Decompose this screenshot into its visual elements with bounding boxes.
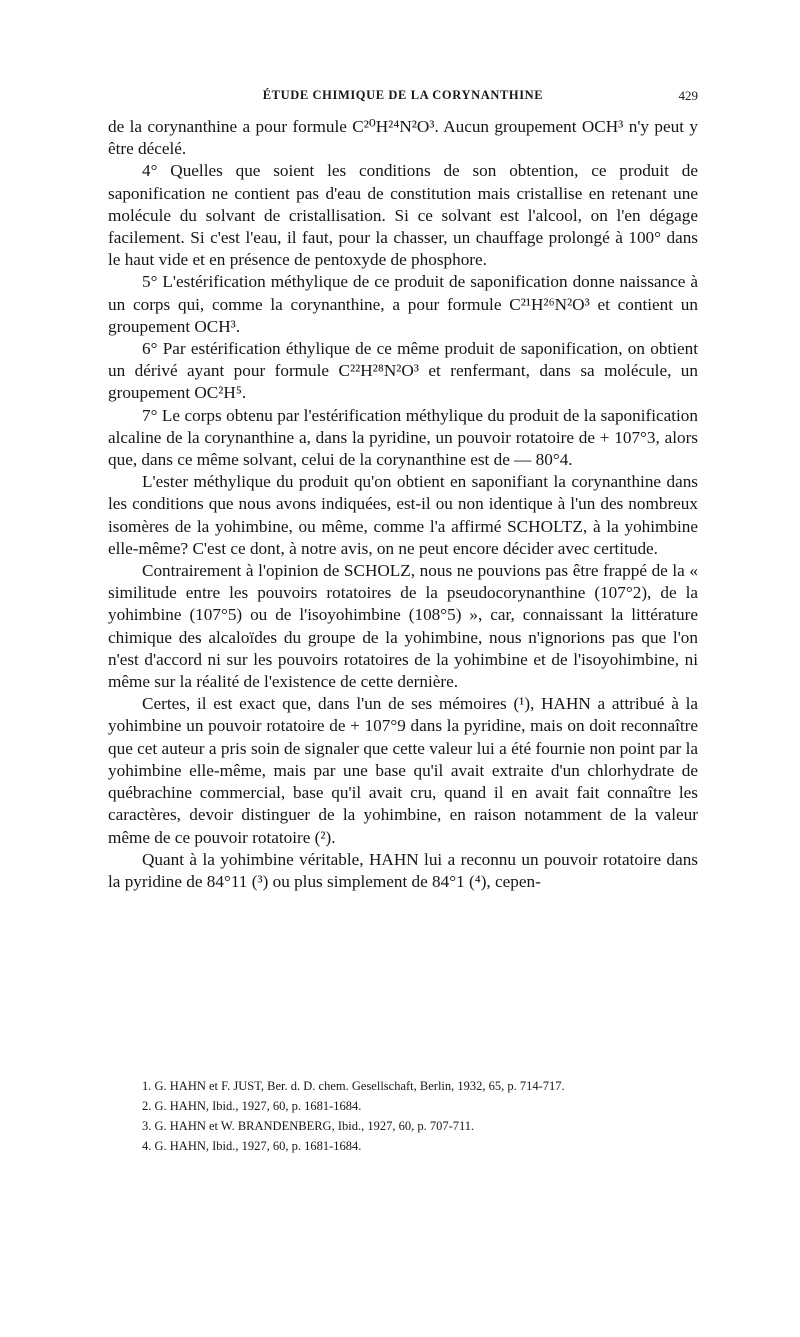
- footnote-3: 3. G. HAHN et W. BRANDENBERG, Ibid., 1927, 60, p. 707-711.: [142, 1119, 475, 1133]
- footnotes: [142, 1076, 702, 1156]
- running-head: [108, 88, 698, 106]
- paragraph-point-4: 4° Quelles que soient les conditions de son obtention, ce produit de saponification ne contient pas d'eau de constitution mais cristallise en retenant une molécule du solvant de cristallisation. Si ce solvant est l'alcool, on l'en dégage facilement. Si c'est l'eau, il faut, pour la chasser, un chauffage prolongé à 100° dans le haut vide et en présence de pentoxyde de phosphore.: [108, 161, 698, 270]
- footnote-1: 1. G. HAHN et F. JUST, Ber. d. D. chem. Gesellschaft, Berlin, 1932, 65, p. 714-717.: [142, 1079, 565, 1093]
- page-number: 429: [678, 88, 698, 103]
- footnote-2: 2. G. HAHN, Ibid., 1927, 60, p. 1681-1684.: [142, 1099, 362, 1113]
- paragraph-continuation: de la corynanthine a pour formule C²⁰H²⁴N²O³. Aucun groupement OCH³ n'y peut y être décelé.: [108, 117, 698, 159]
- paragraph-point-5: 5° L'estérification méthylique de ce produit de saponification donne naissance à un corps qui, comme la corynanthine, a pour formule C²¹H²⁶N²O³ et contient un groupement OCH³.: [108, 272, 698, 336]
- paragraph-methyl-ester: L'ester méthylique du produit qu'on obtient en saponifiant la corynanthine dans les conditions que nous avons indiquées, est-il ou non identique à l'un des nombreux isomères de la yohimbine, ou même, comme l'a affirmé SCHOLTZ, à la yohimbine elle-même? C'est ce dont, à notre avis, on ne peut encore décider avec certitude.: [108, 472, 698, 558]
- body-text: [108, 116, 698, 893]
- paragraph-yohimbine: Quant à la yohimbine véritable, HAHN lui a reconnu un pouvoir rotatoire dans la pyridine de 84°11 (³) ou plus simplement de 84°1 (⁴), cepen-: [108, 849, 698, 891]
- running-title: ÉTUDE CHIMIQUE DE LA CORYNANTHINE: [262, 88, 544, 102]
- paragraph-hahn: Certes, il est exact que, dans l'un de ses mémoires (¹), HAHN a attribué à la yohimbine un pouvoir rotatoire de + 107°9 dans la pyridine, mais on doit reconnaître que cet auteur a pris soin de signaler que cette valeur lui a été fournie non point par la yohimbine elle-même, mais par une base qu'il avait extraite d'un chlorhydrate de québrachine commercial, base qu'il avait cru, quand il en avait fait connaître les caractères, devoir distinguer de la yohimbine, en raison notamment de la valeur même de ce pouvoir rotatoire (²).: [108, 694, 698, 847]
- paragraph-scholz: Contrairement à l'opinion de SCHOLZ, nous ne pouvions pas être frappé de la « similitude entre les pouvoirs rotatoires de la pseudocorynanthine (107°2), de la yohimbine (107°5) ou de l'isoyohimbine (108°5) », car, connaissant la littérature chimique des alcaloïdes du groupe de la yohimbine, nous n'ignorions pas que l'on n'est d'accord ni sur les pouvoirs rotatoires de la yohimbine et de l'isoyohimbine, ni même sur la réalité de l'existence de cette dernière.: [108, 561, 698, 692]
- paragraph-point-7: 7° Le corps obtenu par l'estérification méthylique du produit de la saponification alcaline de la corynanthine a, dans la pyridine, un pouvoir rotatoire de + 107°3, alors que, dans ce même solvant, celui de la corynanthine est de — 80°4.: [108, 405, 698, 470]
- footnote-4: 4. G. HAHN, Ibid., 1927, 60, p. 1681-1684.: [142, 1139, 362, 1153]
- paragraph-point-6: 6° Par estérification éthylique de ce même produit de saponification, on obtient un dérivé ayant pour formule C²²H²⁸N²O³ et renfermant, dans sa molécule, un groupement OC²H⁵.: [108, 339, 698, 403]
